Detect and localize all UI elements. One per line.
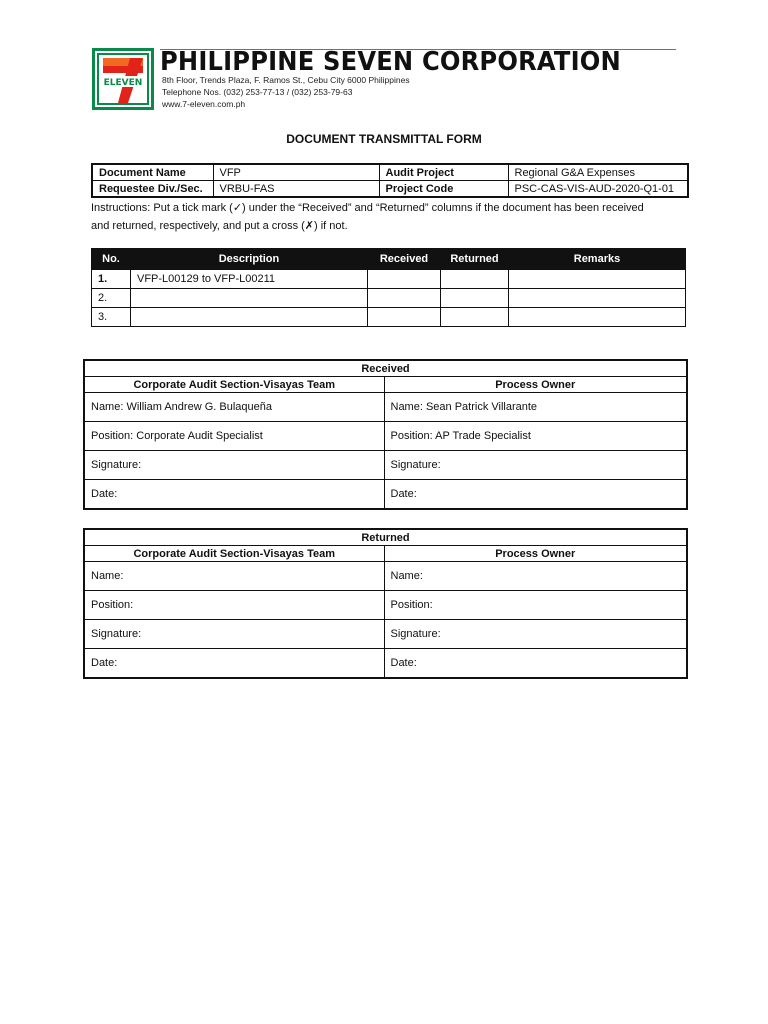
project-code-value: PSC-CAS-VIS-AUD-2020-Q1-01 [508, 181, 688, 198]
returned-owner-name[interactable]: Name: [384, 562, 687, 591]
received-owner-signature[interactable]: Signature: [384, 451, 687, 480]
returned-audit-date[interactable]: Date: [84, 649, 384, 679]
row-number: 1. [92, 270, 131, 289]
document-name-value: VFP [213, 164, 379, 181]
received-owner-date[interactable]: Date: [384, 480, 687, 510]
row-remarks[interactable] [509, 289, 686, 308]
returned-signature-table [83, 528, 688, 679]
returned-owner-date[interactable]: Date: [384, 649, 687, 679]
document-name-label: Document Name [92, 164, 213, 181]
received-right-header: Process Owner [384, 377, 687, 393]
table-row [92, 289, 686, 308]
received-title: Received [84, 360, 687, 377]
instructions-line-2: and returned, respectively, and put a cross (✗) if not. [91, 219, 348, 232]
document-info-table [91, 163, 689, 198]
svg-text:ELEVEN: ELEVEN [103, 78, 143, 88]
returned-owner-position[interactable]: Position: [384, 591, 687, 620]
received-audit-position[interactable]: Position: Corporate Audit Specialist [84, 422, 384, 451]
column-header-received: Received [368, 249, 441, 270]
row-received[interactable] [368, 308, 441, 327]
received-owner-name[interactable]: Name: Sean Patrick Villarante [384, 393, 687, 422]
received-signature-table [83, 359, 688, 510]
returned-audit-name[interactable]: Name: [84, 562, 384, 591]
returned-title: Returned [84, 529, 687, 546]
company-name: PHILIPPINE SEVEN CORPORATION [160, 47, 621, 77]
company-address: 8th Floor, Trends Plaza, F. Ramos St., Cebu City 6000 Philippines [162, 75, 410, 85]
documents-table [91, 248, 686, 327]
row-returned[interactable] [441, 289, 509, 308]
column-header-remarks: Remarks [509, 249, 686, 270]
row-number: 3. [92, 308, 131, 327]
received-left-header: Corporate Audit Section-Visayas Team [84, 377, 384, 393]
row-returned[interactable] [441, 270, 509, 289]
audit-project-value: Regional G&A Expenses [508, 164, 688, 181]
row-remarks[interactable] [509, 308, 686, 327]
documents-table-header [92, 249, 686, 270]
received-audit-signature[interactable]: Signature: [84, 451, 384, 480]
column-header-description: Description [131, 249, 368, 270]
returned-audit-signature[interactable]: Signature: [84, 620, 384, 649]
project-code-label: Project Code [379, 181, 508, 198]
row-number: 2. [92, 289, 131, 308]
instructions [91, 200, 691, 235]
received-audit-date[interactable]: Date: [84, 480, 384, 510]
returned-audit-position[interactable]: Position: [84, 591, 384, 620]
requestee-label: Requestee Div./Sec. [92, 181, 213, 198]
received-audit-name[interactable]: Name: William Andrew G. Bulaqueña [84, 393, 384, 422]
seven-eleven-logo [92, 48, 154, 110]
form-title: DOCUMENT TRANSMITTAL FORM [286, 132, 482, 146]
row-received[interactable] [368, 270, 441, 289]
returned-owner-signature[interactable]: Signature: [384, 620, 687, 649]
company-telephone: Telephone Nos. (032) 253-77-13 / (032) 253-79-63 [162, 87, 353, 97]
requestee-value: VRBU-FAS [213, 181, 379, 198]
column-header-returned: Returned [441, 249, 509, 270]
row-remarks[interactable] [509, 270, 686, 289]
row-description[interactable] [131, 308, 368, 327]
row-description[interactable] [131, 289, 368, 308]
returned-right-header: Process Owner [384, 546, 687, 562]
column-header-no: No. [92, 249, 131, 270]
row-description[interactable]: VFP-L00129 to VFP-L00211 [131, 270, 368, 289]
instructions-line-1: Instructions: Put a tick mark (✓) under the “Received” and “Returned” columns if the document has been received [91, 202, 644, 214]
audit-project-label: Audit Project [379, 164, 508, 181]
table-row [92, 270, 686, 289]
received-owner-position[interactable]: Position: AP Trade Specialist [384, 422, 687, 451]
company-website: www.7-eleven.com.ph [162, 99, 246, 109]
row-received[interactable] [368, 289, 441, 308]
returned-left-header: Corporate Audit Section-Visayas Team [84, 546, 384, 562]
table-row [92, 308, 686, 327]
row-returned[interactable] [441, 308, 509, 327]
